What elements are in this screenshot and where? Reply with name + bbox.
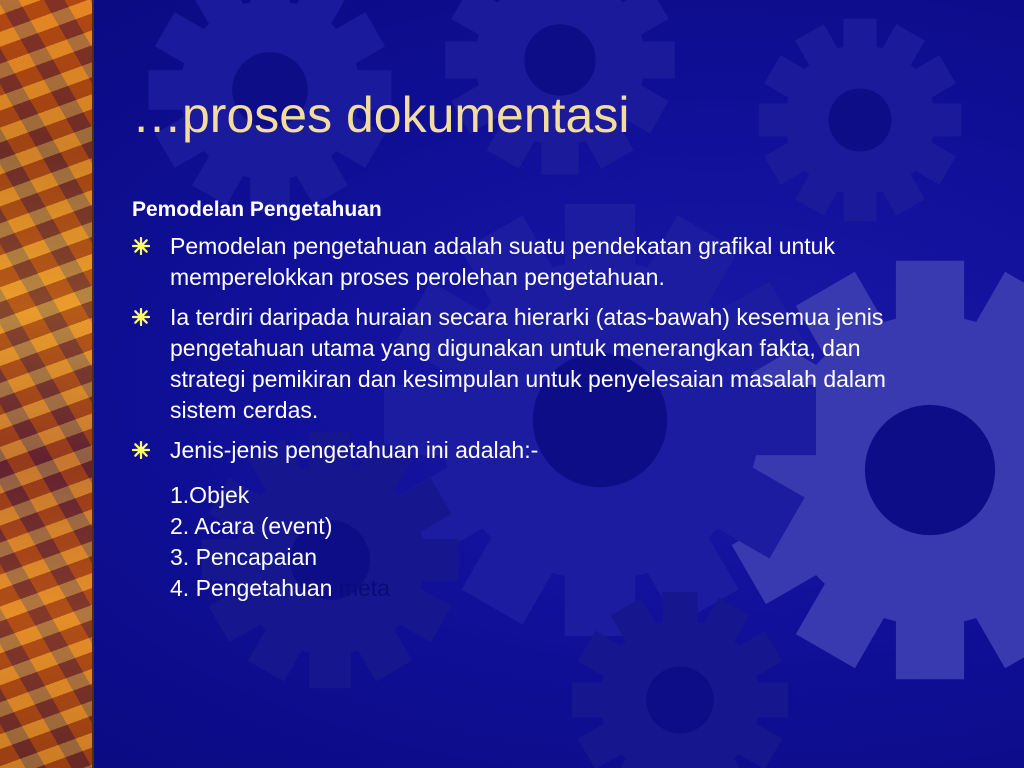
list-item-suffix: meta	[338, 575, 390, 601]
list-item: 1.Objek	[170, 482, 250, 508]
knowledge-types-list	[132, 480, 932, 604]
list-item	[170, 573, 932, 604]
list-item-text: 4. Pengetahuan	[170, 575, 333, 601]
slide-content	[132, 194, 932, 604]
bullet-item	[132, 435, 932, 466]
bullet-text: Pemodelan pengetahuan adalah suatu pendekatan grafikal untuk memperelokkan proses perolehan pengetahuan.	[170, 233, 835, 290]
list-item: 3. Pencapaian	[170, 544, 318, 570]
slide-title: …proses dokumentasi	[132, 87, 630, 143]
sunburst-bullet-icon	[132, 237, 150, 255]
gear-icon	[759, 19, 962, 222]
bullet-item	[132, 302, 932, 426]
list-item: 2. Acara (event)	[170, 513, 333, 539]
bullet-text: Ia terdiri daripada huraian secara hierarki (atas-bawah) kesemua jenis pengetahuan utama yang digunakan untuk menerangkan fakta, dan strategi pemikiran dan kesimpulan untuk penyelesaian masalah dalam sistem cerdas.	[170, 304, 886, 423]
sunburst-bullet-icon	[132, 308, 150, 326]
decorative-side-strip	[0, 0, 94, 768]
bullet-text: Jenis-jenis pengetahuan ini adalah:-	[170, 437, 539, 463]
sunburst-bullet-icon	[132, 441, 150, 459]
bullet-item	[132, 231, 932, 293]
section-heading: Pemodelan Pengetahuan	[132, 198, 382, 221]
